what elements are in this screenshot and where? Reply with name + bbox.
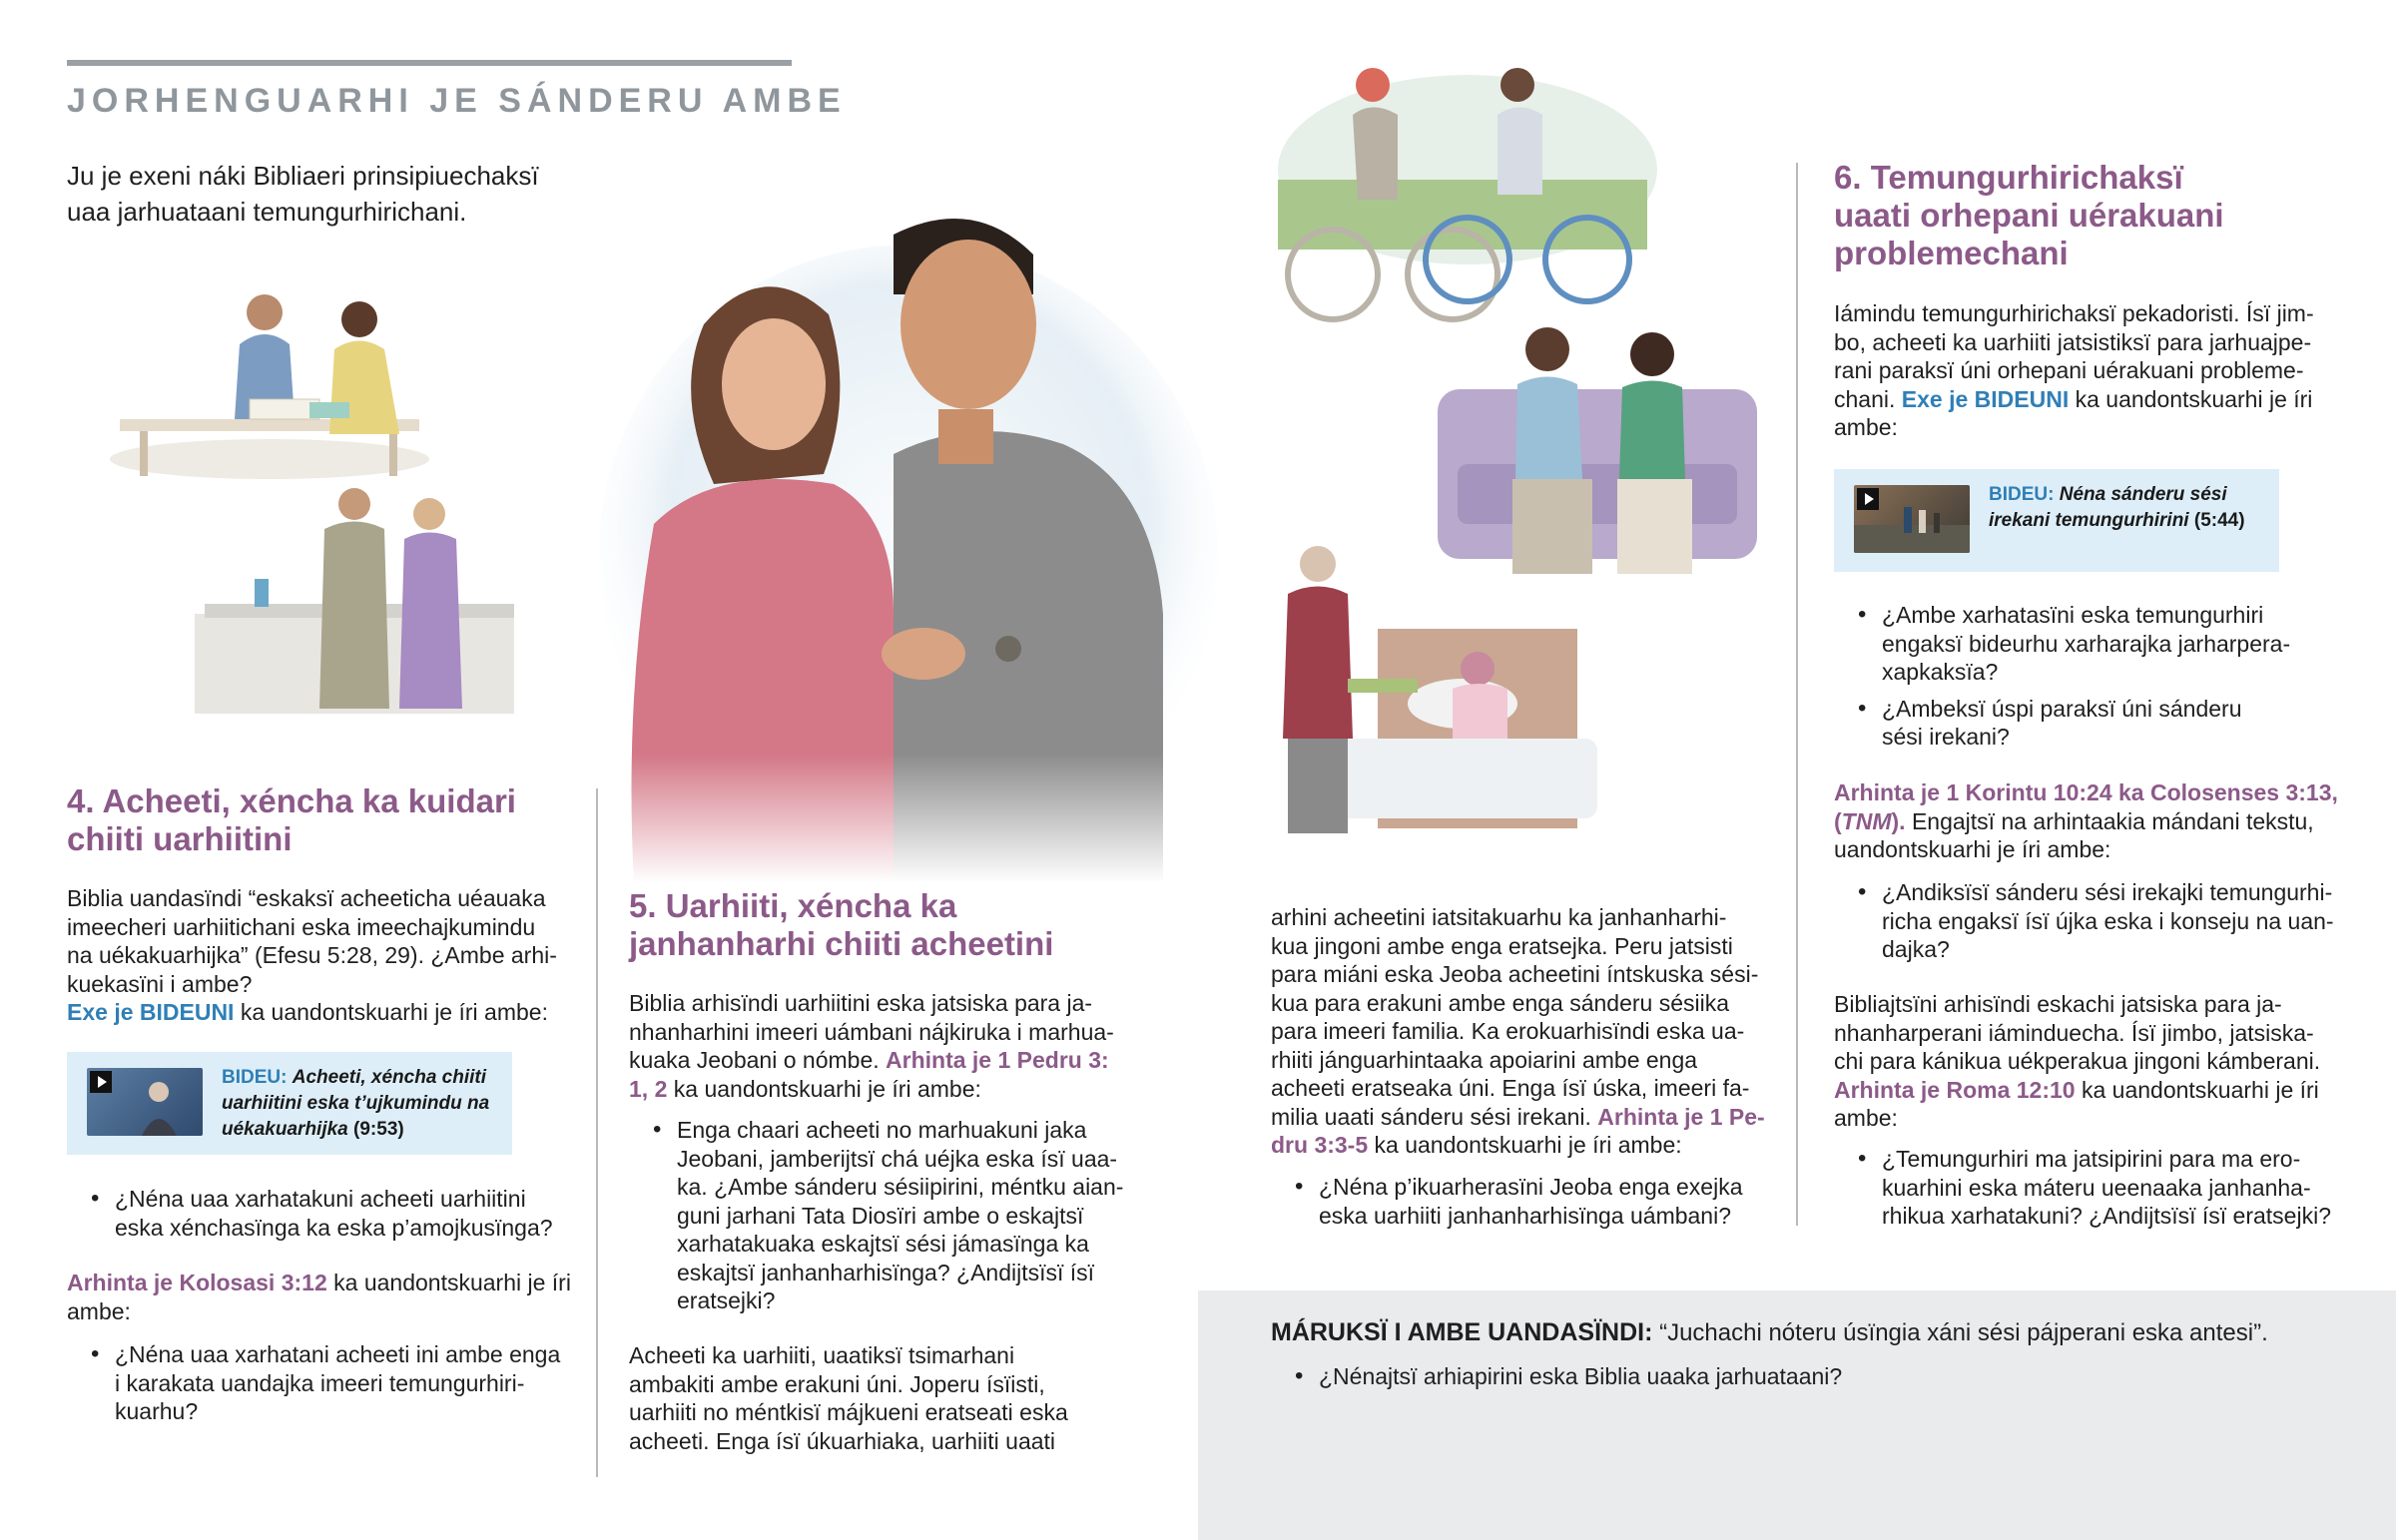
section-6-reference xyxy=(1834,778,2373,864)
text-line: Biblia uandasïndi “eskaksï acheeticha uéauaka xyxy=(67,885,546,911)
section-4-title xyxy=(67,782,516,858)
column-divider xyxy=(1796,163,1798,1226)
text-line: ambe: xyxy=(67,1297,131,1324)
summary-line xyxy=(1271,1317,2268,1348)
section-6-body-2 xyxy=(1834,990,2373,1133)
list-item xyxy=(1834,878,2373,964)
intro-text xyxy=(67,158,539,230)
text-line: ambe: xyxy=(1834,1105,1898,1131)
title-line: problemechani xyxy=(1834,235,2069,271)
scripture-reference[interactable] xyxy=(1834,808,1906,834)
text-line: xarhatakuaka eskajtsï sési jámasïnga ka xyxy=(677,1231,1089,1257)
text-line: kuarhu? xyxy=(115,1398,199,1424)
link-trailing-text: ka uandontskuarhi je íri ambe: xyxy=(234,999,548,1025)
text-line: ka. ¿Ambe sánderu sésiipirini, méntku aian- xyxy=(677,1174,1124,1200)
video-label: BIDEU: xyxy=(1989,484,2055,505)
text-span: milia uaati sánderu sési irekani. xyxy=(1271,1103,1598,1130)
text-line: Acheeti ka uarhiiti, uaatiksï tsimarhani xyxy=(629,1342,1015,1368)
text-line: nhanharhini imeeri uámbani nájkiruka i marhua- xyxy=(629,1018,1114,1045)
video-thumbnail[interactable] xyxy=(1854,485,1970,553)
page-kicker: JORHENGUARHI JE SÁNDERU AMBE xyxy=(67,82,847,120)
title-line: janhanharhi chiiti acheetini xyxy=(629,925,1054,962)
title-line: uaati orhepani uérakuani xyxy=(1834,197,2224,234)
text-line: engaksï bideurhu xarharajka jarharpera- xyxy=(1882,630,2291,657)
list-item xyxy=(1834,1145,2373,1231)
video-thumbnail[interactable] xyxy=(87,1068,203,1136)
text-line: acheeti eratseaka úni. Enga ísï úska, imeeri fa- xyxy=(1271,1075,1750,1101)
summary-box xyxy=(1198,1290,2396,1540)
list-item xyxy=(1271,1173,1790,1230)
reference-trailing-text: ka uandontskuarhi je íri ambe: xyxy=(1368,1132,1682,1158)
video-card[interactable] xyxy=(1834,469,2279,572)
video-duration: (9:53) xyxy=(353,1119,404,1140)
text-line: na uékakuarhijka” (Efesu 5:28, 29). ¿Ambe arhi- xyxy=(67,942,557,968)
text-line xyxy=(1271,1131,1790,1160)
scripture-reference[interactable]: Arhinta je 1 Pe- xyxy=(1597,1103,1765,1130)
text-line: kuekasïni i ambe? xyxy=(67,970,253,997)
text-line: richa engaksï ísï újka eska i konseju na uan- xyxy=(1882,907,2334,934)
video-title: uékakuarhijka xyxy=(222,1119,348,1140)
intro-line: uaa jarhuataani temungurhirichani. xyxy=(67,197,467,227)
section-6-bullets-c xyxy=(1834,1145,2373,1239)
text-line: • Enga chaari acheeti no marhuakuni jaka xyxy=(677,1117,1087,1143)
section-4-bullets-b xyxy=(67,1340,586,1434)
text-line: • ¿Ambe xarhatasïni eska temungurhiri xyxy=(1882,602,2264,628)
title-line: 5. Uarhiiti, xéncha ka xyxy=(629,887,957,924)
list-item: • ¿Nénajtsï arhiapirini eska Biblia uaaka jarhuataani? xyxy=(1271,1362,2269,1391)
text-line: guni jarhani Tata Diosïri ambe o eskajtsï xyxy=(677,1202,1084,1229)
scripture-reference[interactable]: Arhinta je Roma 12:10 xyxy=(1834,1076,2076,1103)
summary-label: MÁRUKSÏ I AMBE UANDASÏNDI: xyxy=(1271,1318,1653,1346)
reference-trailing-text: ka uandontskuarhi je íri xyxy=(326,1270,571,1295)
text-line xyxy=(1834,385,2373,414)
text-line: kua jingoni ambe enga eratsejka. Peru jatsisti xyxy=(1271,932,1733,959)
text-line: eska xénchasïnga ka eska p’amojkusïnga? xyxy=(115,1214,553,1241)
text-line: Biblia arhisïndi uarhiitini eska jatsiska para ja- xyxy=(629,990,1093,1016)
video-title: uarhiitini eska t’ujkumindu na xyxy=(222,1093,490,1114)
title-line: 4. Acheeti, xéncha ka kuidari xyxy=(67,782,516,819)
text-line: • ¿Temungurhiri ma jatsipirini para ma ero- xyxy=(1882,1146,2301,1172)
section-6-bullets-a xyxy=(1834,601,2373,760)
text-line: para miáni eska Jeoba acheetini íntskuska sési- xyxy=(1271,961,1759,987)
text-line: sési irekani? xyxy=(1882,724,2010,750)
text-line: Jeobani, jamberijtsï chá uéjka eska ísï uaa- xyxy=(677,1145,1118,1172)
text-line xyxy=(67,1269,586,1297)
video-caption xyxy=(1989,482,2273,534)
scripture-reference[interactable]: 1, 2 xyxy=(629,1075,668,1102)
section-4-bullets-a xyxy=(67,1185,586,1250)
section-6-bullets-b xyxy=(1834,878,2373,972)
video-title: irekani temungurhirini xyxy=(1989,510,2189,531)
reference-trailing-text: Engajtsï na arhintaakia mándani tekstu, xyxy=(1905,807,2314,834)
text-line: bo, acheeti ka uarhiiti jatsistiksï para jarhuajpe- xyxy=(1834,328,2312,355)
text-line: rani paraksï úni orhepani uérakuani probleme- xyxy=(1834,357,2304,383)
paren: ). xyxy=(1891,807,1906,834)
text-line xyxy=(67,998,586,1027)
section-5-closing xyxy=(629,1341,1148,1455)
reference-trailing-text: ka uandontskuarhi je íri ambe: xyxy=(667,1075,981,1102)
text-line: eskajtsï janhanharhisïnga? ¿Andijtsïsï ísï xyxy=(677,1259,1095,1285)
text-line: • ¿Néna p’ikuarherasïni Jeoba enga exejka xyxy=(1319,1174,1743,1200)
video-title: Acheeti, xéncha chiiti xyxy=(292,1067,487,1088)
husband-wife-illustration xyxy=(594,195,1233,883)
text-line: • ¿Néna uaa xarhatani acheeti ini ambe enga xyxy=(115,1341,561,1367)
couple-cycling-illustration xyxy=(1258,60,1657,329)
translation-abbrev: TNM xyxy=(1841,807,1892,834)
video-link[interactable]: Exe je BIDEUNI xyxy=(67,999,235,1025)
couple-studying-illustration xyxy=(100,284,439,484)
husband-caring-illustration xyxy=(1268,539,1617,838)
text-line: ambe: xyxy=(1834,414,1898,440)
intro-line: Ju je exeni náki Bibliaeri prinsipiuechaksï xyxy=(67,161,539,191)
section-6-title xyxy=(1834,159,2224,272)
summary-quote: “Juchachi nóteru úsïngia xáni sési pájperani eska antesi”. xyxy=(1652,1319,2268,1346)
text-line: kua para erakuni ambe enga sánderu sésiika xyxy=(1271,989,1730,1016)
text-line: rhiiti jánguarhintaaka apoiarini ambe enga xyxy=(1271,1046,1698,1073)
text-line xyxy=(629,1046,1148,1075)
link-trailing-text: ka uandontskuarhi je íri xyxy=(2069,385,2313,412)
title-line: 6. Temungurhirichaksï xyxy=(1834,159,2183,196)
scripture-reference[interactable]: Arhinta je 1 Korintu 10:24 ka Colosenses 3:13, xyxy=(1834,779,2338,805)
section-5-bullets xyxy=(629,1116,1148,1323)
video-caption xyxy=(222,1065,506,1143)
text-line: arhini acheetini iatsitakuarhu ka janhanharhi- xyxy=(1271,904,1727,930)
video-card[interactable] xyxy=(67,1052,512,1155)
scripture-reference[interactable]: dru 3:3-5 xyxy=(1271,1132,1369,1158)
section-6-body xyxy=(1834,299,2373,442)
text-line: eska uarhiiti janhanharhisïnga uámbani? xyxy=(1319,1202,1732,1229)
section-5-continued xyxy=(1271,903,1790,1160)
section-5-title xyxy=(629,887,1053,963)
text-line: • ¿Andiksïsï sánderu sési irekajki temungurhi- xyxy=(1882,879,2333,905)
paren: ( xyxy=(1834,807,1842,834)
text-span: chani. xyxy=(1834,385,1902,412)
text-span: kuaka Jeobani o nómbe. xyxy=(629,1047,887,1073)
scripture-reference[interactable]: Arhinta je Kolosasi 3:12 xyxy=(67,1270,327,1295)
video-link[interactable]: Exe je BIDEUNI xyxy=(1901,385,2070,412)
list-item xyxy=(1834,695,2373,752)
title-line: chiiti uarhiitini xyxy=(67,820,293,857)
column-divider xyxy=(596,788,598,1477)
list-item xyxy=(1834,601,2373,687)
text-line: nhanharperani iáminduecha. Ísï jimbo, jatsiska- xyxy=(1834,1019,2314,1046)
play-icon[interactable] xyxy=(1857,488,1879,510)
text-line: dajka? xyxy=(1882,936,1950,962)
text-line: rhikua xarhatakuni? ¿Andijtsïsï ísï eratsejki? xyxy=(1882,1203,2331,1229)
section-5-continued-bullets xyxy=(1271,1173,1790,1238)
text-line: i karakata uandajka imeeri temungurhiri- xyxy=(115,1369,525,1396)
play-icon[interactable] xyxy=(90,1071,112,1093)
text-line xyxy=(629,1075,1148,1104)
text-line: • ¿Ambeksï úspi paraksï úni sánderu xyxy=(1882,695,2242,722)
text-line: Iámindu temungurhirichaksï pekadoristi. Ísï jim- xyxy=(1834,300,2314,326)
text-line: imeecheri uarhiitichani eska imeechajkumindu xyxy=(67,913,536,940)
text-line: uandontskuarhi je íri ambe: xyxy=(1834,836,2111,862)
text-line: ambakiti ambe erakuni úni. Joperu ísïisti, xyxy=(629,1370,1045,1397)
video-title: Néna sánderu sési xyxy=(2059,484,2227,505)
text-line xyxy=(1834,1076,2373,1105)
summary-bullets xyxy=(1271,1362,2269,1399)
list-item xyxy=(629,1116,1148,1315)
text-line: acheeti. Enga ísï úkuarhiaka, uarhiiti uaati xyxy=(629,1427,1056,1454)
text-line xyxy=(1834,807,2373,836)
text-line: para imeeri familia. Ka erokuarhisïndi eska ua- xyxy=(1271,1018,1745,1044)
header-rule xyxy=(67,60,792,66)
text-line: xapkaksïa? xyxy=(1882,659,1999,685)
video-duration: (5:44) xyxy=(2193,510,2245,531)
couple-kitchen-illustration xyxy=(195,484,524,714)
video-label: BIDEU: xyxy=(222,1067,288,1088)
list-item xyxy=(67,1185,586,1242)
text-line: Bibliajtsïni arhisïndi eskachi jatsiska para ja- xyxy=(1834,991,2282,1017)
text-line: eratsejki? xyxy=(677,1287,776,1313)
section-4-body xyxy=(67,884,586,1027)
section-5-body xyxy=(629,989,1148,1103)
scripture-reference[interactable]: Arhinta je 1 Pedru 3: xyxy=(886,1047,1109,1073)
text-line: uarhiiti no méntkisï májkueni eratseati eska xyxy=(629,1399,1068,1425)
reference-trailing-text: ka uandontskuarhi je íri xyxy=(2075,1076,2319,1103)
text-line: • ¿Néna uaa xarhatakuni acheeti uarhiitini xyxy=(115,1186,526,1212)
list-item xyxy=(67,1340,586,1426)
text-line xyxy=(1271,1103,1790,1132)
text-line: chi para kánikua uékperakua jingoni kámberani. xyxy=(1834,1048,2321,1074)
section-4-reference xyxy=(67,1269,586,1325)
text-line: kuarhini eska máteru ueenaaka janhanha- xyxy=(1882,1174,2311,1201)
